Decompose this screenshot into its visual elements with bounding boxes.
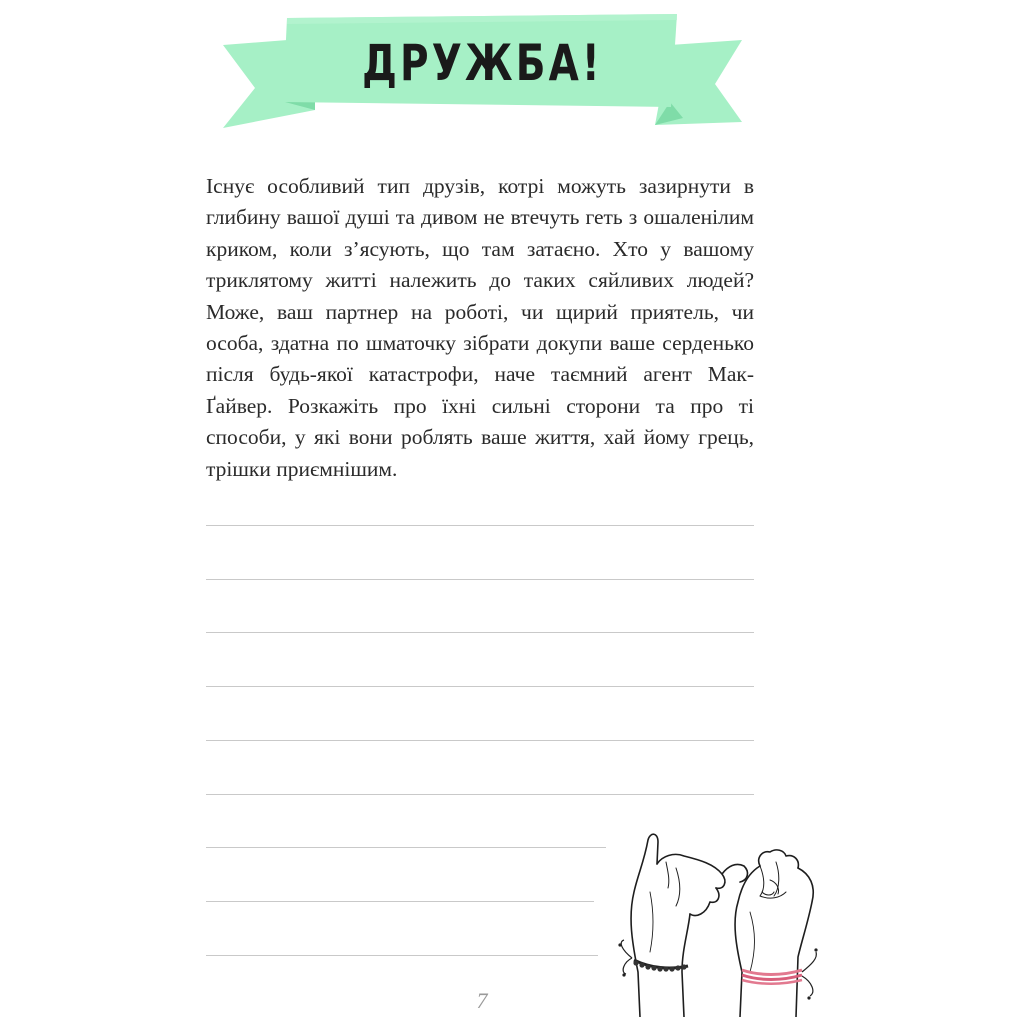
writing-line xyxy=(206,686,754,687)
page-title: ДРУЖБА! xyxy=(362,34,603,92)
page-number: 7 xyxy=(476,988,488,1013)
pinky-promise-hands-icon xyxy=(610,822,825,1017)
writing-line xyxy=(206,901,594,902)
intro-paragraph: Існує особливий тип друзів, котрі можуть зазирнути в глибину вашої душі та дивом не втечуть геть з ошаленілим криком, коли з’ясують, що там затаєно. Хто у вашому триклятому житті належить до таких сяйливих людей? Може, ваш партнер на роботі, чи щирий приятель, чи особа, здатна по шматочку зібрати докупи ваше серденько після будь-якої катастрофи, наче таємний агент Мак-Ґайвер. Розкажіть про їхні сильні сторони та про ті способи, у які вони роблять ваше життя, хай йому грець, трішки приємнішим. xyxy=(206,174,754,481)
writing-line xyxy=(206,955,598,956)
writing-line xyxy=(206,579,754,580)
writing-line xyxy=(206,632,754,633)
writing-line xyxy=(206,740,754,741)
writing-line xyxy=(206,847,606,848)
title-banner xyxy=(215,10,750,135)
writing-line xyxy=(206,525,754,526)
writing-line xyxy=(206,794,754,795)
